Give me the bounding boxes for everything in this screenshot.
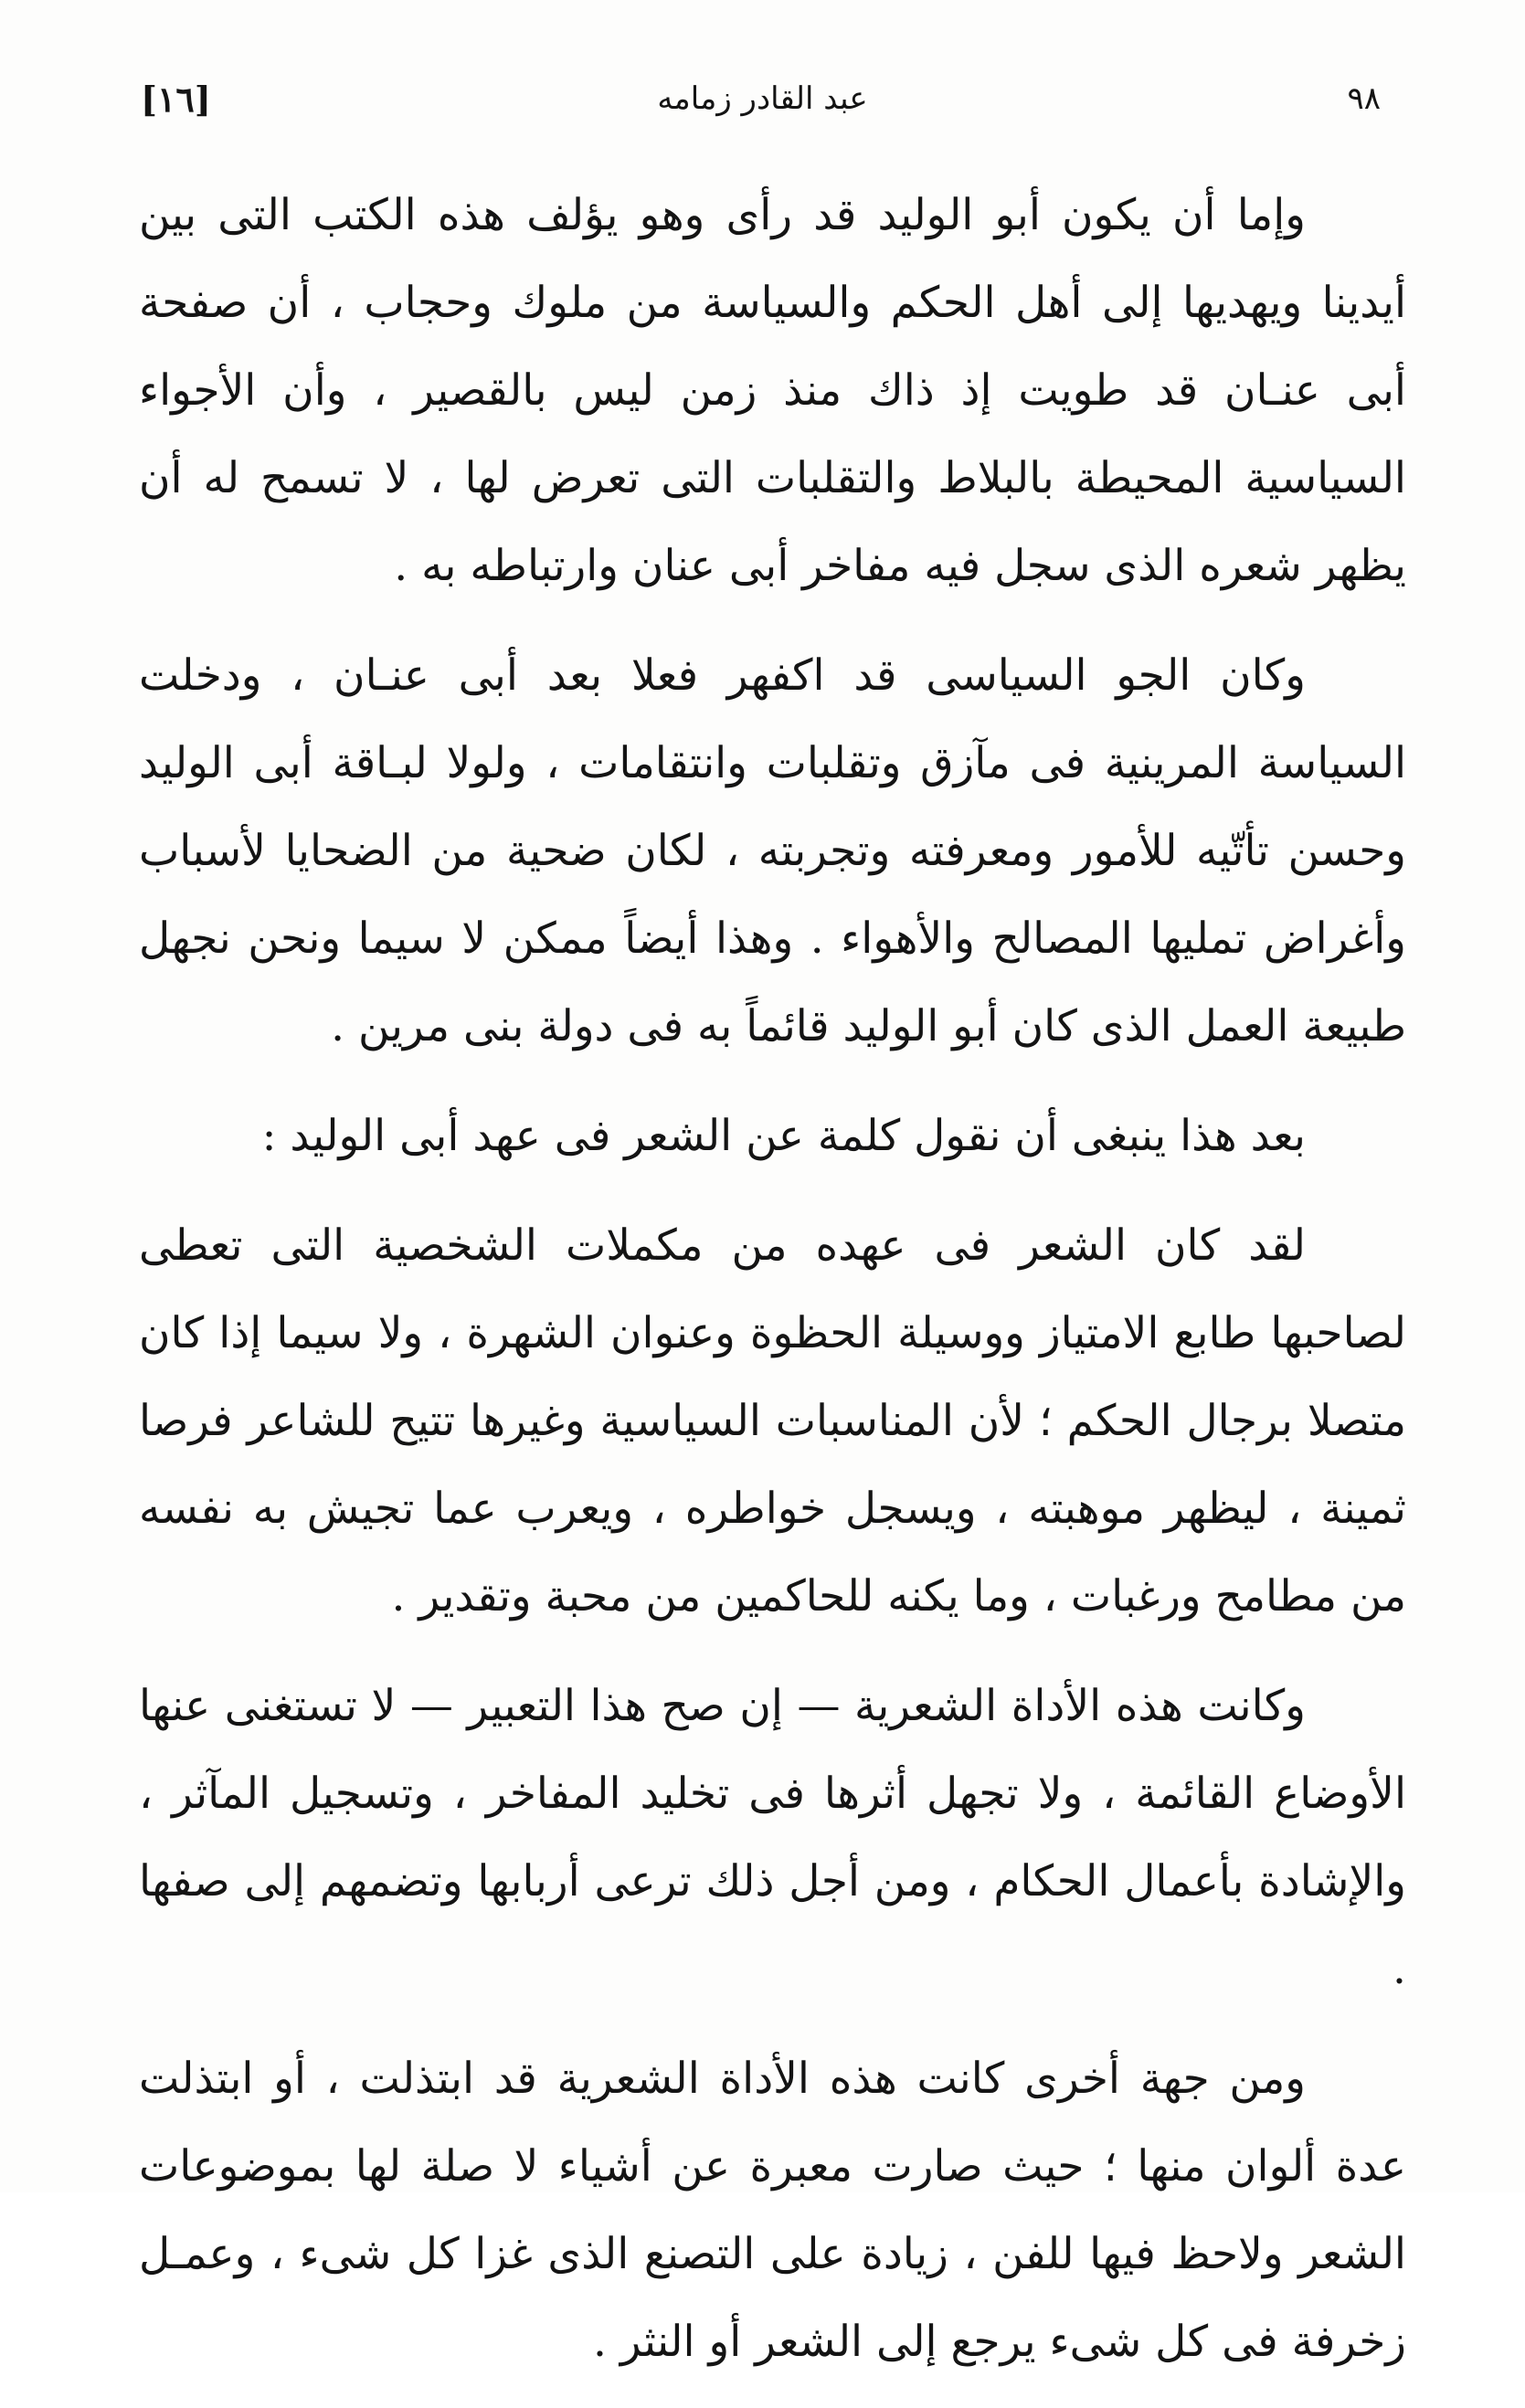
running-title: عبد القادر زمامه xyxy=(657,80,868,117)
paragraph-1: وإما أن يكون أبو الوليد قد رأى وهو يؤلف هذه الكتب التى بين أيدينا ويهديها إلى أهل الحكم والسياسة من ملوك وحجاب ، أن صفحة أبى عنـان قد طويت إذ ذاك منذ زمن ليس بالقصير ، وأن الأجواء السياسية المحيطة بالبلاط والتقلبات التى تعرض لها ، لا تسمح له أن يظهر شعره الذى سجل فيه مفاخر أبى عنان وارتباطه به . xyxy=(139,190,1406,591)
page-number: ٩٨ xyxy=(1347,80,1381,117)
paragraph-2: وكان الجو السياسى قد اكفهر فعلا بعد أبى عنـان ، ودخلت السياسة المرينية فى مآزق وتقلبات وانتقامات ، ولولا لبـاقة أبى الوليد وحسن تأتّيه للأمور ومعرفته وتجربته ، لكان ضحية من الضحايا لأسباب وأغراض تمليها المصالح والأهواء . وهذا أيضاً ممكن لا سيما ونحن نجهل طبيعة العمل الذى كان أبو الوليد قائماً به فى دولة بنى مرين . xyxy=(139,650,1406,1051)
paragraph-5: وكانت هذه الأداة الشعرية — إن صح هذا التعبير — لا تستغنى عنها الأوضاع القائمة ، ولا تجهل أثرها فى تخليد المفاخر ، وتسجيل المآثر ، والإشادة بأعمال الحكام ، ومن أجل ذلك ترعى أربابها وتضمهم إلى صفها . xyxy=(139,1681,1406,1994)
paragraph-4: لقد كان الشعر فى عهده من مكملات الشخصية التى تعطى لصاحبها طابع الامتياز ووسيلة الحظوة وعنوان الشهرة ، ولا سيما إذا كان متصلا برجال الحكم ؛ لأن المناسبات السياسية وغيرها تتيح للشاعر فرصا ثمينة ، ليظهر موهبته ، ويسجل خواطره ، ويعرب عما تجيش به نفسه من مطامح ورغبات ، وما يكنه للحاكمين من محبة وتقدير . xyxy=(139,1220,1406,1621)
page-header xyxy=(137,73,1388,137)
paragraph-3: بعد هذا ينبغى أن نقول كلمة عن الشعر فى عهد أبى الوليد : xyxy=(261,1111,1306,1161)
paragraph-6: ومن جهة أخرى كانت هذه الأداة الشعرية قد ابتذلت ، أو ابتذلت عدة ألوان منها ؛ حيث صارت معبرة عن أشياء لا صلة لها بموضوعات الشعر ولاحظ فيها للفن ، زيادة على التصنع الذى غزا كل شىء ، وعمـل زخرفة فى كل شىء يرجع إلى الشعر أو النثر . xyxy=(139,2054,1406,2367)
chapter-number: [١٦] xyxy=(141,79,211,120)
body-text xyxy=(139,172,1406,2408)
